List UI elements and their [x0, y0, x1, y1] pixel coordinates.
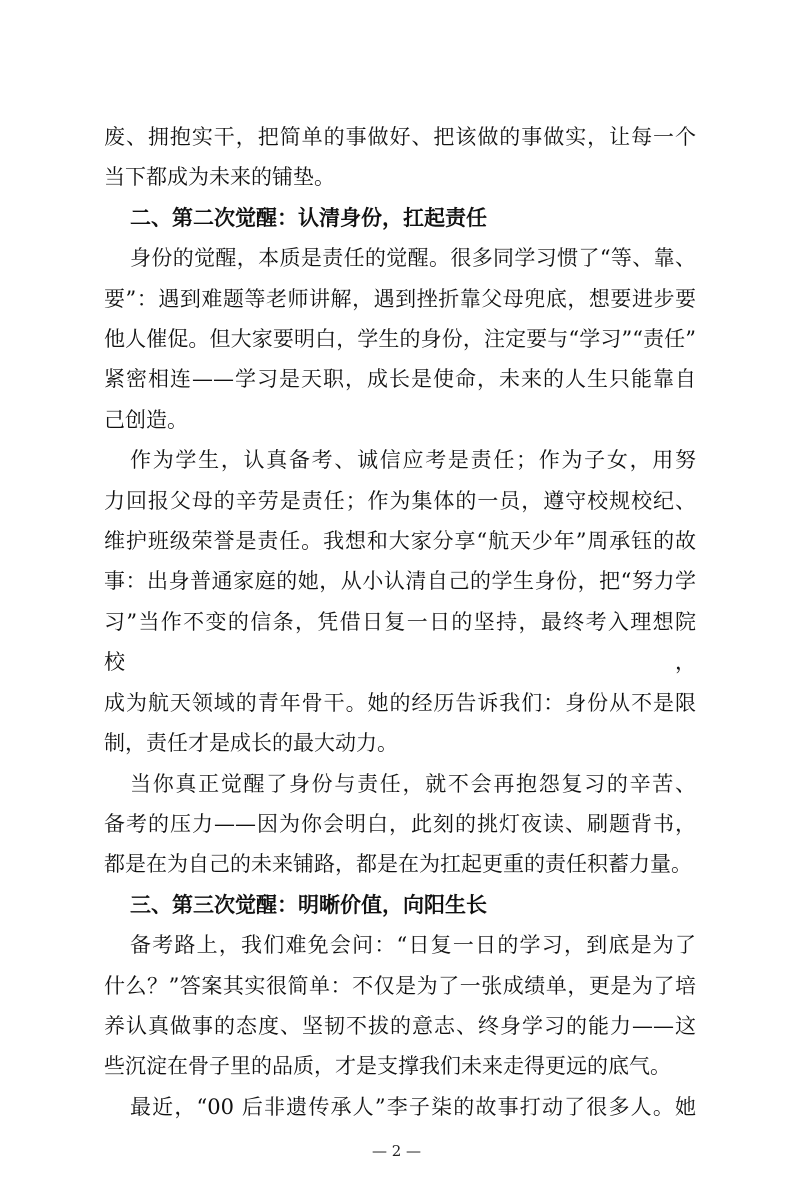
- text-line: 废、拥抱实干，把简单的事做好、把该做的事做实，让每一个: [104, 125, 696, 149]
- text-line: 当你真正觉醒了身份与责任，就不会再抱怨复习的辛苦、: [130, 771, 696, 796]
- text-line: 二、第二次觉醒：认清身份，扛起责任: [130, 205, 487, 230]
- text-line: 制，责任才是成长的最大动力。: [104, 731, 398, 756]
- text-line: 养认真做事的态度、坚韧不拔的意志、终身学习的能力——这: [104, 1013, 696, 1038]
- paragraph: [104, 238, 696, 440]
- page-number: — 2 —: [371, 1142, 422, 1161]
- text-line: 要”：遇到难题等老师讲解，遇到挫折靠父母兜底，想要进步要: [104, 286, 696, 311]
- text-line: 习”当作不变的信条，凭借日复一日的坚持，最终考入理想院校，: [104, 609, 696, 675]
- text-line: 作为学生，认真备考、诚信应考是责任；作为子女，用努: [130, 448, 696, 473]
- text-line: 最近，“00 后非遗传承人”李子柒的故事打动了很多人。她: [130, 1094, 696, 1119]
- text-line: 成为航天领域的青年骨干。她的经历告诉我们：身份从不是限: [104, 690, 696, 715]
- text-line: 维护班级荣誉是责任。我想和大家分享“航天少年”周承钰的故: [104, 529, 696, 554]
- text-line: 什么？”答案其实很简单：不仅是为了一张成绩单，更是为了培: [104, 973, 696, 998]
- paragraph: [104, 764, 696, 885]
- text-line: 些沉淀在骨子里的品质，才是支撑我们未来走得更远的底气。: [104, 1054, 671, 1079]
- text-line: 己创造。: [104, 407, 188, 432]
- text-line: 当下都成为未来的铺垫。: [104, 165, 335, 190]
- text-line: 紧密相连——学习是天职，成长是使命，未来的人生只能靠自: [104, 367, 696, 392]
- text-line: 力回报父母的辛劳是责任；作为集体的一员，遵守校规校纪、: [104, 488, 696, 513]
- paragraph: [104, 1087, 696, 1127]
- paragraph: [104, 117, 696, 198]
- paragraph: [104, 925, 696, 1087]
- text-line: 都是在为自己的未来铺路，都是在为扛起更重的责任积蓄力量。: [104, 852, 692, 877]
- text-line: 身份的觉醒，本质是责任的觉醒。很多同学习惯了“等、靠、: [130, 246, 696, 271]
- document-body: [104, 117, 696, 1127]
- text-line: 他人催促。但大家要明白，学生的身份，注定要与“学习”“责任”: [104, 327, 696, 352]
- section-heading: [104, 198, 696, 238]
- text-line: 三、第三次觉醒：明晰价值，向阳生长: [130, 892, 487, 917]
- text-line: 事：出身普通家庭的她，从小认清自己的学生身份，把“努力学: [104, 569, 696, 594]
- paragraph: [104, 440, 696, 763]
- text-line: 备考的压力——因为你会明白，此刻的挑灯夜读、刷题背书，: [104, 811, 696, 836]
- section-heading: [104, 885, 696, 925]
- text-line: 备考路上，我们难免会问：“日复一日的学习，到底是为了: [130, 933, 696, 958]
